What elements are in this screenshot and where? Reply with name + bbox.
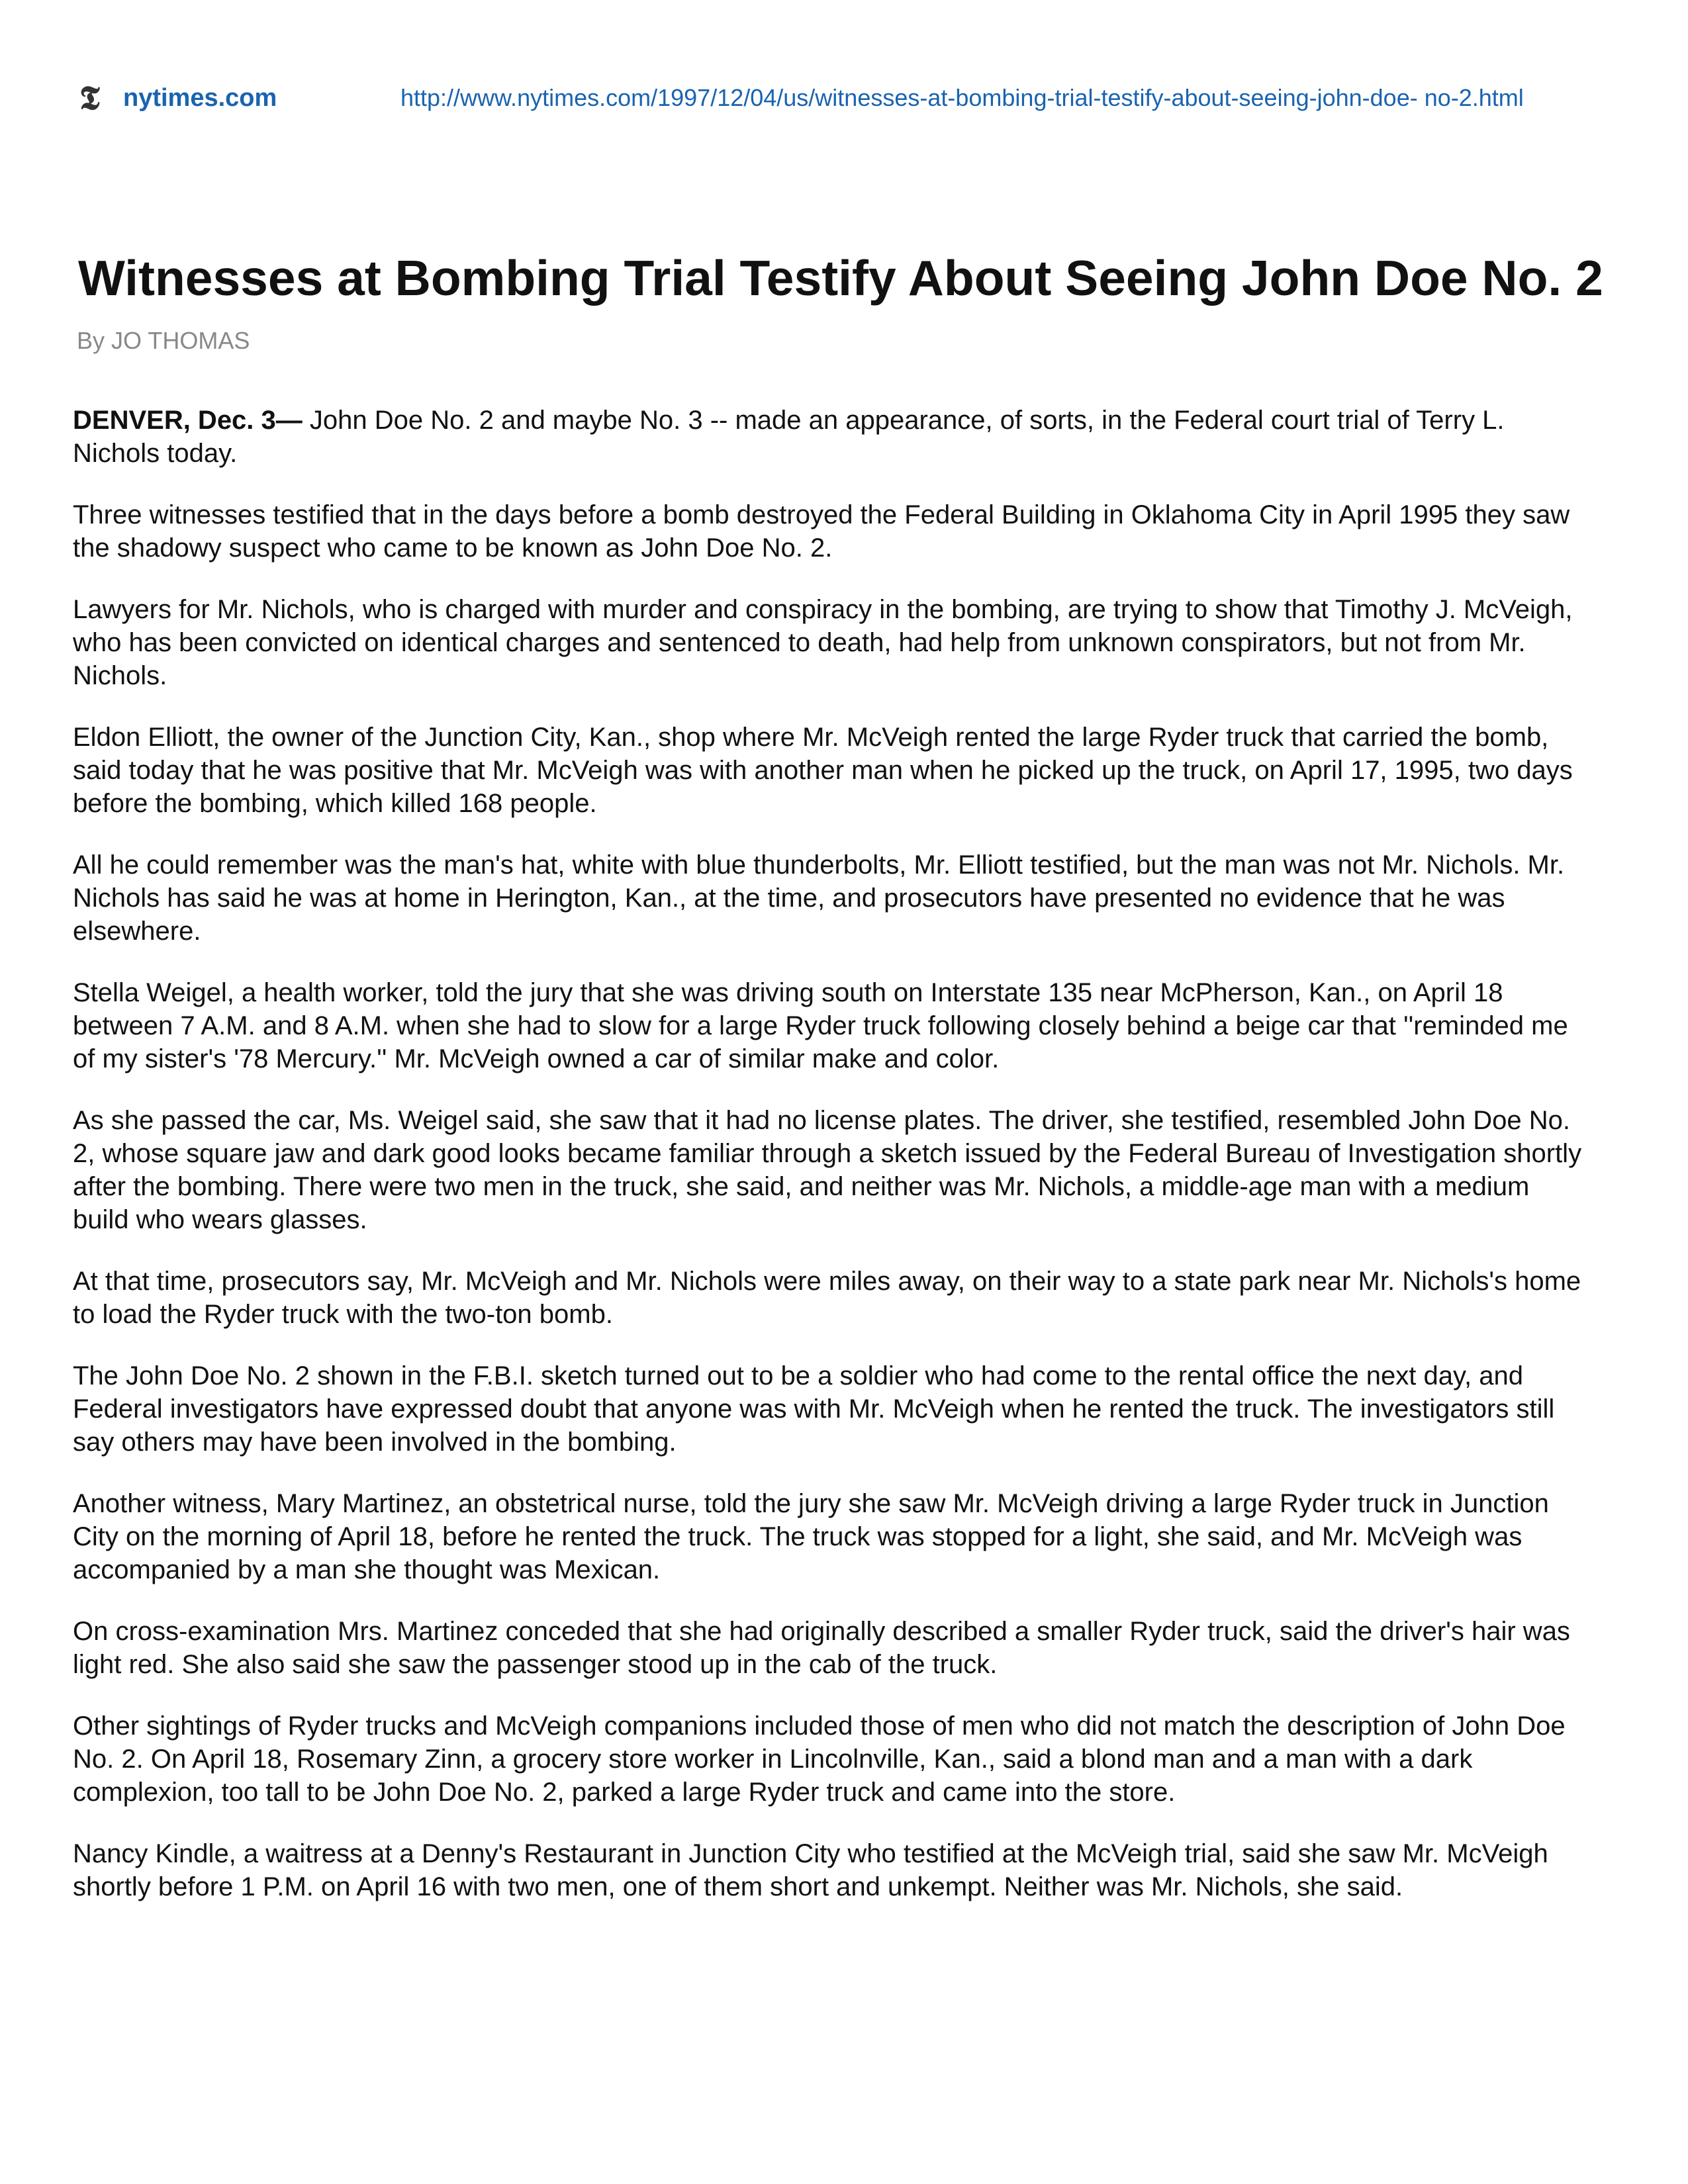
article-paragraph: Another witness, Mary Martinez, an obstetrical nurse, told the jury she saw Mr. McVeigh driving a large Ryder truck in Junction City on the morning of April 18, before he rented the truck. The truck was stopped for a light, she said, and Mr. McVeigh was accompanied by a man she thought was Mexican. <box>73 1489 1549 1584</box>
article-lead-paragraph <box>73 404 1582 470</box>
article-paragraph: On cross-examination Mrs. Martinez conceded that she had originally described a smaller Ryder truck, said the driver's hair was light red. She also said she saw the passenger stood up in the cab of the truck. <box>73 1617 1570 1679</box>
article-paragraph: Stella Weigel, a health worker, told the jury that she was driving south on Interstate 135 near McPherson, Kan., on April 18 between 7 A.M. and 8 A.M. when she had to slow for a large Ryder truck following closely behind a beige car that ''reminded me of my sister's '78 Mercury.'' Mr. McVeigh owned a car of similar make and color. <box>73 978 1568 1073</box>
article-headline: Witnesses at Bombing Trial Testify About Seeing John Doe No. 2 <box>78 250 1603 306</box>
article-url-link[interactable]: http://www.nytimes.com/1997/12/04/us/witnesses-at-bombing-trial-testify-about-seeing-john-doe- no-2.html <box>400 84 1524 111</box>
article-paragraph: Lawyers for Mr. Nichols, who is charged with murder and conspiracy in the bombing, are trying to show that Timothy J. McVeigh, who has been convicted on identical charges and sentenced to death, had help from unknown conspirators, but not from Mr. Nichols. <box>73 595 1573 690</box>
article-paragraph: Nancy Kindle, a waitress at a Denny's Restaurant in Junction City who testified at the McVeigh trial, said she saw Mr. McVeigh shortly before 1 P.M. on April 16 with two men, one of them short and unkempt. Neither was Mr. Nichols, she said. <box>73 1839 1548 1901</box>
nytimes-logo-icon: 𝕿 <box>79 78 100 117</box>
article-paragraph: Eldon Elliott, the owner of the Junction City, Kan., shop where Mr. McVeigh rented the large Ryder truck that carried the bomb, said today that he was positive that Mr. McVeigh was with another man when he picked up the truck, on April 17, 1995, two days before the bombing, which killed 168 people. <box>73 723 1573 818</box>
article-byline: By JO THOMAS <box>77 327 250 354</box>
article-paragraph: Three witnesses testified that in the days before a bomb destroyed the Federal Building in Oklahoma City in April 1995 they saw the shadowy suspect who came to be known as John Doe No. 2. <box>73 500 1570 563</box>
site-name[interactable]: nytimes.com <box>123 84 277 112</box>
article-paragraph: At that time, prosecutors say, Mr. McVeigh and Mr. Nichols were miles away, on their way to a state park near Mr. Nichols's home to load the Ryder truck with the two-ton bomb. <box>73 1267 1581 1329</box>
article-paragraph: As she passed the car, Ms. Weigel said, she saw that it had no license plates. The driver, she testified, resembled John Doe No. 2, whose square jaw and dark good looks became familiar through a sketch issued by the Federal Bureau of Investigation shortly after the bombing. There were two men in the truck, she said, and neither was Mr. Nichols, a middle-age man with a medium build who wears glasses. <box>73 1106 1582 1234</box>
article-paragraph: The John Doe No. 2 shown in the F.B.I. sketch turned out to be a soldier who had come to the rental office the next day, and Federal investigators have expressed doubt that anyone was with Mr. McVeigh when he rented the truck. The investigators still say others may have been involved in the bombing. <box>73 1361 1555 1457</box>
page-header <box>79 78 1622 118</box>
article-paragraph: All he could remember was the man's hat, white with blue thunderbolts, Mr. Elliott testified, but the man was not Mr. Nichols. Mr. Nichols has said he was at home in Herington, Kan., at the time, and prosecutors have presented no evidence that he was elsewhere. <box>73 850 1565 946</box>
article-body <box>73 404 1582 1932</box>
article-dateline: DENVER, Dec. 3— <box>73 406 303 435</box>
lead-text: John Doe No. 2 and maybe No. 3 -- made an appearance, of sorts, in the Federal court trial of Terry L. Nichols today. <box>73 406 1505 468</box>
article-paragraph: Other sightings of Ryder trucks and McVeigh companions included those of men who did not match the description of John Doe No. 2. On April 18, Rosemary Zinn, a grocery store worker in Lincolnville, Kan., said a blond man and a man with a dark complexion, too tall to be John Doe No. 2, parked a large Ryder truck and came into the store. <box>73 1711 1566 1807</box>
